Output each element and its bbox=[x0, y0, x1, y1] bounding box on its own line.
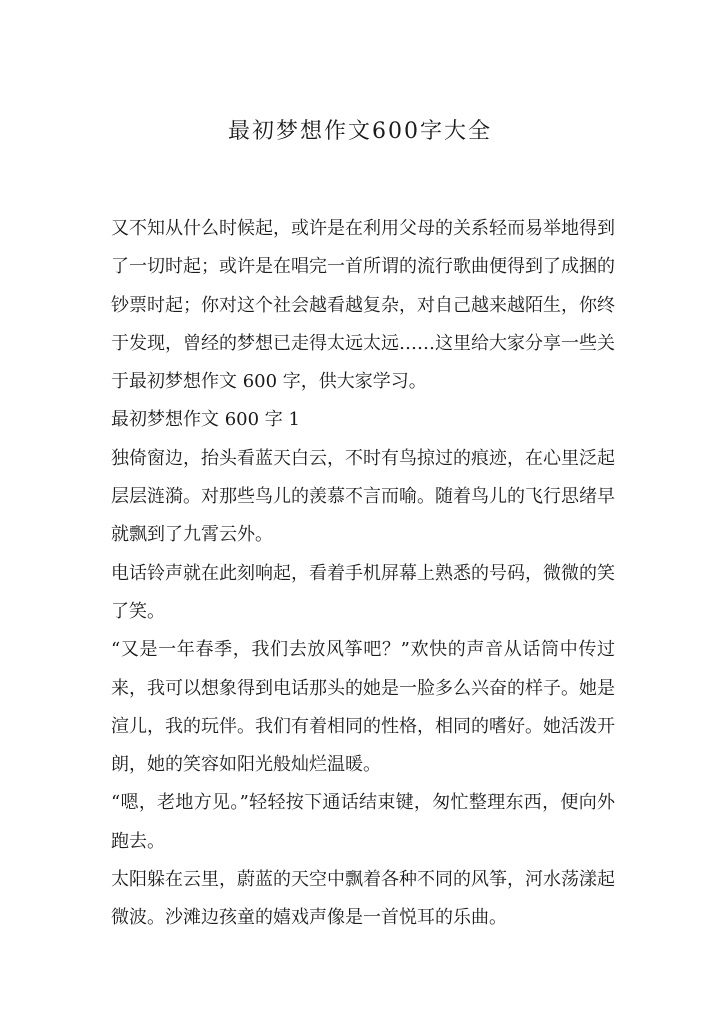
body-paragraph: “又是一年春季，我们去放风筝吧？”欢快的声音从话筒中传过来，我可以想象得到电话那头的她是一脸多么兴奋的样子。她是渲儿，我的玩伴。我们有着相同的性格，相同的嗜好。她活泼开朗，她的笑容如阳光般灿烂温暖。 bbox=[111, 639, 615, 776]
section-heading: 最初梦想作文 600 字 1 bbox=[111, 409, 300, 431]
intro-paragraph: 又不知从什么时候起，或许是在利用父母的关系轻而易举地得到了一切时起；或许是在唱完一首所谓的流行歌曲便得到了成捆的钞票时起；你对这个社会越看越复杂，对自己越来越陌生，你终于发现，曾经的梦想已走得太远太远……这里给大家分享一些关于最初梦想作文 600 字，供大家学习。 bbox=[111, 218, 615, 393]
body-paragraph: “嗯，老地方见。”轻轻按下通话结束键，匆忙整理东西，便向外跑去。 bbox=[111, 792, 615, 852]
body-paragraph: 电话铃声就在此刻响起，看着手机屏幕上熟悉的号码，微微的笑了笑。 bbox=[111, 562, 615, 622]
body-paragraph: 太阳躲在云里，蔚蓝的天空中飘着各种不同的风筝，河水荡漾起微波。沙滩边孩童的嬉戏声像是一首悦耳的乐曲。 bbox=[111, 869, 615, 929]
document-title: 最初梦想作文600字大全 bbox=[228, 119, 492, 144]
document-body bbox=[111, 210, 615, 938]
body-paragraph: 独倚窗边，抬头看蓝天白云，不时有鸟掠过的痕迹，在心里泛起层层涟漪。对那些鸟儿的羡慕不言而喻。随着鸟儿的飞行思绪早就飘到了九霄云外。 bbox=[111, 447, 615, 546]
